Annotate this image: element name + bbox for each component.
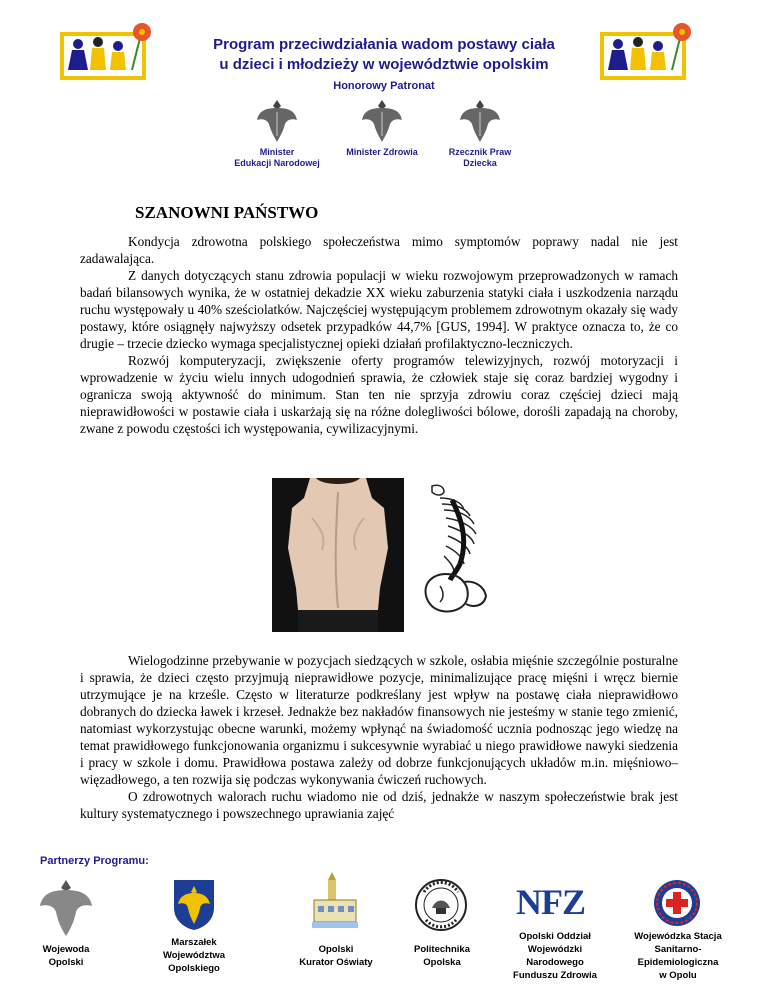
- school-building-logo-icon: [308, 872, 362, 936]
- partner-caption-kurator: Opolski Kurator Oświaty: [299, 944, 373, 968]
- patron-caption-men: Minister Edukacji Narodowej: [234, 147, 320, 168]
- partner-caption-marszalek: Marszałek Województwa Opolskiego: [162, 937, 226, 974]
- paragraph-2: Z danych dotyczących stanu zdrowia populacji w wieku rozwojowym przeprowadzonych w ramach badań bilansowych wynika, że w ostatniej dekadzie XX wieku zaburzenia statyki ciała i uszkodzenia narządu ruchu występowały u 40% sześciolatków. Najczęściej występującym problemem zdrowotnym okazały się wady postawy, które osiągnęły najwyższy odsetek przypadków 44,7% [GUS, 1994]. W praktyce oznacza to, że co drugie – trzecie dziecko wymaga specjalistycznej opieki działań profilaktyczno-leczniczych.: [80, 268, 678, 351]
- letter-heading: SZANOWNI PAŃSTWO: [135, 203, 319, 222]
- program-title-line1: Program przeciwdziałania wadom postawy ciała: [213, 36, 555, 53]
- honorary-patronage-label: Honorowy Patronat: [333, 80, 435, 92]
- politechnika-seal-icon: [414, 878, 468, 932]
- back-photo-icon: [272, 478, 404, 632]
- partner-caption-sanepid: Wojewódzka Stacja Sanitarno- Epidemiologiczna w Opolu: [634, 931, 722, 981]
- letter-body-top: [80, 233, 678, 437]
- nfz-logo-text: NFZ: [516, 882, 585, 922]
- white-eagle-emblem-icon: [38, 876, 94, 938]
- patron-caption-mz: Minister Zdrowia: [346, 147, 418, 157]
- paragraph-5: O zdrowotnych walorach ruchu wiadomo nie od dziś, jednakże w naszym społeczeństwie brak jest kultury systematycznego i powszechnego uprawiania zajęć: [80, 789, 678, 821]
- partner-caption-wojewoda: Wojewoda Opolski: [42, 944, 90, 968]
- opolskie-eagle-coat-of-arms-icon: [172, 878, 216, 932]
- partner-caption-politechnika: Politechnika Opolska: [414, 944, 470, 968]
- letter-body-bottom: [80, 652, 678, 822]
- white-eagle-emblem-icon: [458, 96, 502, 144]
- scoliotic-spine-illustration-icon: [418, 480, 494, 616]
- white-eagle-emblem-icon: [360, 96, 404, 144]
- paragraph-4: Wielogodzinne przebywanie w pozycjach siedzących w szkole, osłabia mięśnie szczególnie posturalne i sprawia, że dzieci często przyjmują nieprawidłowe pozycje, minimalizujące pracę mięśni i wręcz biernie utrzymujące je na krześle. Często w literaturze podkreślany jest wpływ na postawę ciała nieprawidłowo dobranych do dziecka ławek i krzeseł. Jednakże bez nakładów finansowych nie jesteśmy w stanie tego zmienić, natomiast wykorzystując obecne warunki, możemy wpłynąć na świadomość ucznia podnosząc jego wiedzę na temat prawidłowego funkcjonowania organizmu i sukcesywnie wyrabiać u niego prawidłowe nawyki siedzenia i pracy w szkole i domu. Prawidłowa postawa zależy od dobrze funkcjonujących układów m.in. mięśniowo–więzadłowego, a ten rozwija się podczas wykonywania ćwiczeń ruchowych.: [80, 653, 678, 787]
- sanepid-emblem-icon: [652, 878, 702, 928]
- white-eagle-emblem-icon: [255, 96, 299, 144]
- patron-caption-rpd: Rzecznik Praw Dziecka: [448, 147, 512, 168]
- partners-label: Partnerzy Programu:: [40, 855, 149, 867]
- paragraph-1: Kondycja zdrowotna polskiego społeczeństwa mimo symptomów poprawy nadal nie jest zadawalająca.: [80, 234, 678, 266]
- program-title-line2: u dzieci i młodzieży w województwie opolskim: [219, 56, 549, 73]
- partner-caption-nfz: Opolski Oddział Wojewódzki Narodowego Funduszu Zdrowia: [513, 931, 597, 981]
- nfz-logo-icon: [516, 882, 594, 922]
- paragraph-3: Rozwój komputeryzacji, zwiększenie oferty programów telewizyjnych, rozwój motoryzacji i wprowadzenie w życiu wielu innych udogodnień sprawia, że człowiek staje się coraz bardziej wygodny i ogranicza swoją aktywność do minimum. Stan ten nie sprzyja zdrowiu coraz częściej dzieci mają nieprawidłowości w postawie ciała i uskarżają się na różne dolegliwości bólowe, dorośli zapadają na choroby, zwane z powodu częstości ich występowania, cywilizacyjnymi.: [80, 353, 678, 436]
